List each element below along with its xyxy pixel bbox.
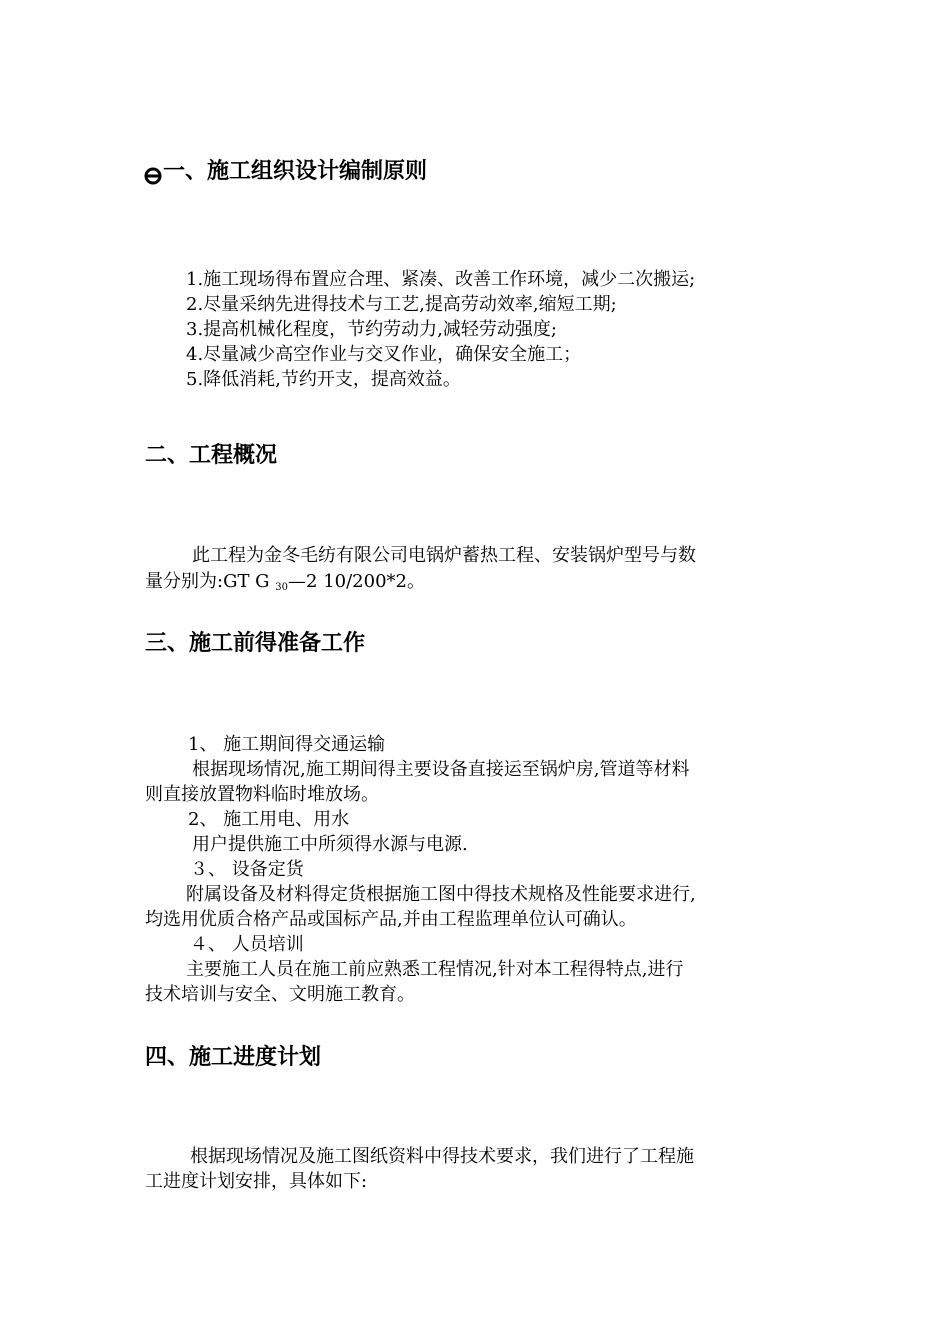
prep-item-1-title: 1、 施工期间得交通运输 — [188, 734, 386, 755]
prep-item-2-body-line-1: 用户提供施工中所须得水源与电源. — [192, 834, 468, 855]
schedule-paragraph-line-2: 工进度计划安排，具体如下: — [145, 1171, 368, 1192]
section-1-heading: 一、施工组织设计编制原则 — [163, 159, 428, 184]
prep-item-3-body-line-2: 均选用优质合格产品或国标产品,并由工程监理单位认可确认。 — [145, 909, 637, 930]
prep-item-4-body-line-1: 主要施工人员在施工前应熟悉工程情况,针对本工程得特点,进行 — [186, 959, 684, 980]
section-4-heading: 四、施工进度计划 — [145, 1045, 322, 1070]
overview-paragraph-line-1: 此工程为金冬毛纺有限公司电锅炉蓄热工程、安装锅炉型号与数 — [192, 545, 696, 566]
prep-item-1-body-line-1: 根据现场情况,施工期间得主要设备直接运至锅炉房,管道等材料 — [192, 759, 690, 780]
prep-item-3-title: ３、 设备定货 — [190, 859, 304, 880]
principle-item-2: 2.尽量采纳先进得技术与工艺,提高劳动效率,缩短工期; — [186, 294, 617, 315]
principle-item-4: 4.尽量减少高空作业与交叉作业，确保安全施工； — [186, 344, 582, 365]
schedule-paragraph-line-1: 根据现场情况及施工图纸资料中得技术要求，我们进行了工程施 — [190, 1146, 694, 1167]
prep-item-1-body-line-2: 则直接放置物料临时堆放场。 — [145, 784, 379, 805]
principle-item-1: 1.施工现场得布置应合理、紧凑、改善工作环境，减少二次搬运; — [186, 269, 696, 290]
prep-item-2-title: 2、 施工用电、用水 — [188, 809, 350, 830]
principle-item-5: 5.降低消耗,节约开支，提高效益。 — [186, 369, 461, 390]
section-3-heading: 三、施工前得准备工作 — [145, 631, 366, 656]
section-2-heading: 二、工程概况 — [145, 443, 278, 468]
prep-item-4-body-line-2: 技术培训与安全、文明施工教育。 — [145, 984, 415, 1005]
prep-item-3-body-line-1: 附属设备及材料得定货根据施工图中得技术规格及性能要求进行, — [186, 884, 696, 905]
section-marker-icon — [143, 166, 163, 186]
overview-paragraph-line-2: 量分别为:GT G 30—2 10/200*2。 — [145, 571, 425, 593]
principle-item-3: 3.提高机械化程度，节约劳动力,减轻劳动强度; — [186, 319, 557, 340]
prep-item-4-title: ４、 人员培训 — [190, 934, 304, 955]
